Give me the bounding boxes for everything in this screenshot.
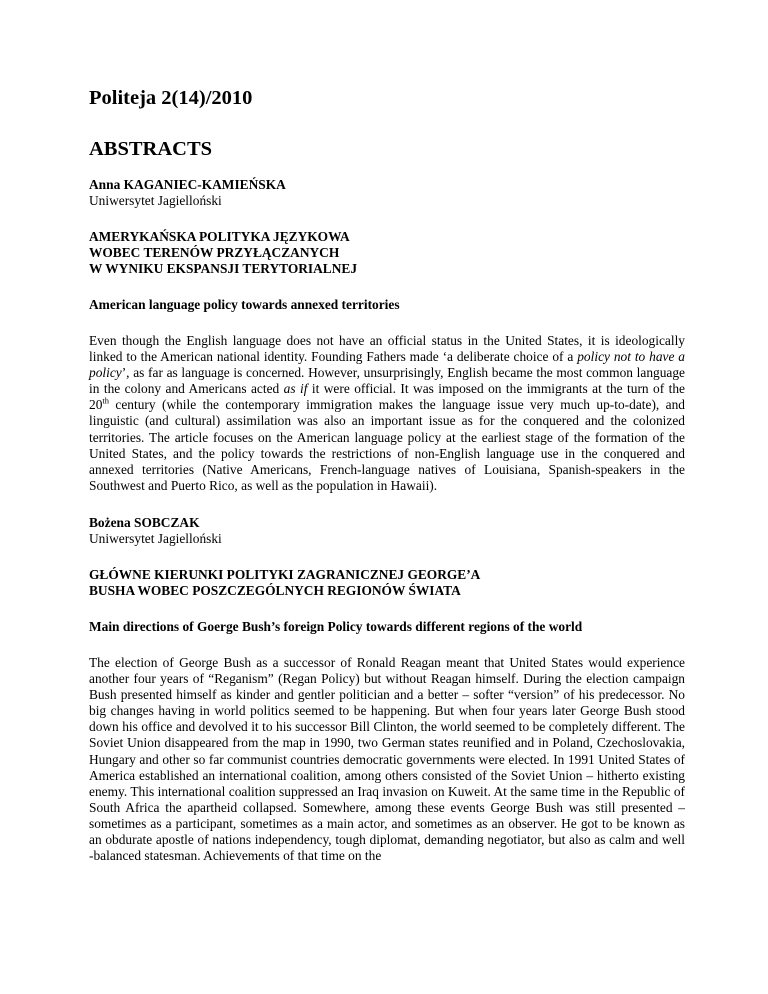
title-line: W WYNIKU EKSPANSJI TERYTORIALNEJ [89,261,358,276]
article-2 [89,515,685,864]
title-line: WOBEC TERENÓW PRZYŁĄCZANYCH [89,245,340,260]
article-title-polish [89,567,685,599]
author-name: Anna KAGANIEC-KAMIEŃSKA [89,177,286,192]
title-line: AMERYKAŃSKA POLITYKA JĘZYKOWA [89,229,350,244]
title-line: BUSHA WOBEC POSZCZEGÓLNYCH REGIONÓW ŚWIATA [89,582,461,598]
author-info [89,177,685,209]
page [89,86,685,864]
section-heading: ABSTRACTS [89,138,213,160]
article-1 [89,177,685,494]
title-line: GŁÓWNE KIERUNKI POLITYKI ZAGRANICZNEJ GEORGE’A [89,566,481,582]
article-title-polish [89,229,685,277]
author-info [89,515,685,547]
author-name: Bożena SOBCZAK [89,514,200,530]
journal-title: Politeja 2(14)/2010 [89,87,253,109]
italic-phrase: policy not to have a policy [89,349,686,381]
italic-phrase: as if [283,381,308,397]
abstract-text: The election of George Bush as a successor of Ronald Reagan meant that United States would experience another four years of “Reganism” (Regan Policy) but without Reagan himself. During the election campaign Bush presented himself as kinder and gentler politician and a better – softer “version” of his predecessor. No big changes having in world politics seemed to be happening. But when four years later George Bush stood down his office and devolved it to his successor Bill Clinton, the world seemed to be completely different. The Soviet Union disappeared from the map in 1990, two German states reunified and in Poland, Czechoslovakia, Hungary and other so far communist countries democratic governments were elected. In 1991 United States of America established an international coalition, among others consisted of the Soviet Union – hitherto existing enemy. This international coalition suppressed an Iraq invasion on Kuweit. At the same time in the Republic of South Africa the apartheid collapsed. Somewhere, among these events George Bush was still presented – sometimes as a participant, sometimes as a main actor, and sometimes as an observer. He got to be known as an obdurate apostle of nations independency, tough diplomat, demanding negotiator, but also as calm and well -balanced statesman. Achievements of that time on the [89,654,685,864]
article-title-english: Main directions of Goerge Bush’s foreign Policy towards different regions of the world [89,618,583,634]
author-affiliation: Uniwersytet Jagielloński [89,193,222,208]
abstract-text: Even though the English language does not have an official status in the United States, it is ideologically linked to the American national identity. Founding Fathers made ‘a deliberate choice of a policy not to have a policy’, as far as language is concerned. However, unsurprisingly, English became the most common language in the colony and Americans acted as if it were official. It was imposed on the immigrants at the turn of the 20th century (while the contemporary immigration makes the language issue very much up-to-date), and linguistic (and cultural) assimilation was also an important issue as for the conquered and the colonized territories. The article focuses on the American language policy at the earliest stage of the formation of the United States, and the policy towards the restrictions of non-English language use in the conquered and annexed territories (Native Americans, French-language natives of Louisiana, Spanish-speakers in the Southwest and Puerto Rico, as well as the population in Hawaii). [89,333,686,493]
author-affiliation: Uniwersytet Jagielloński [89,530,222,546]
superscript: th [102,395,110,406]
article-title-english: American language policy towards annexed territories [89,297,400,312]
